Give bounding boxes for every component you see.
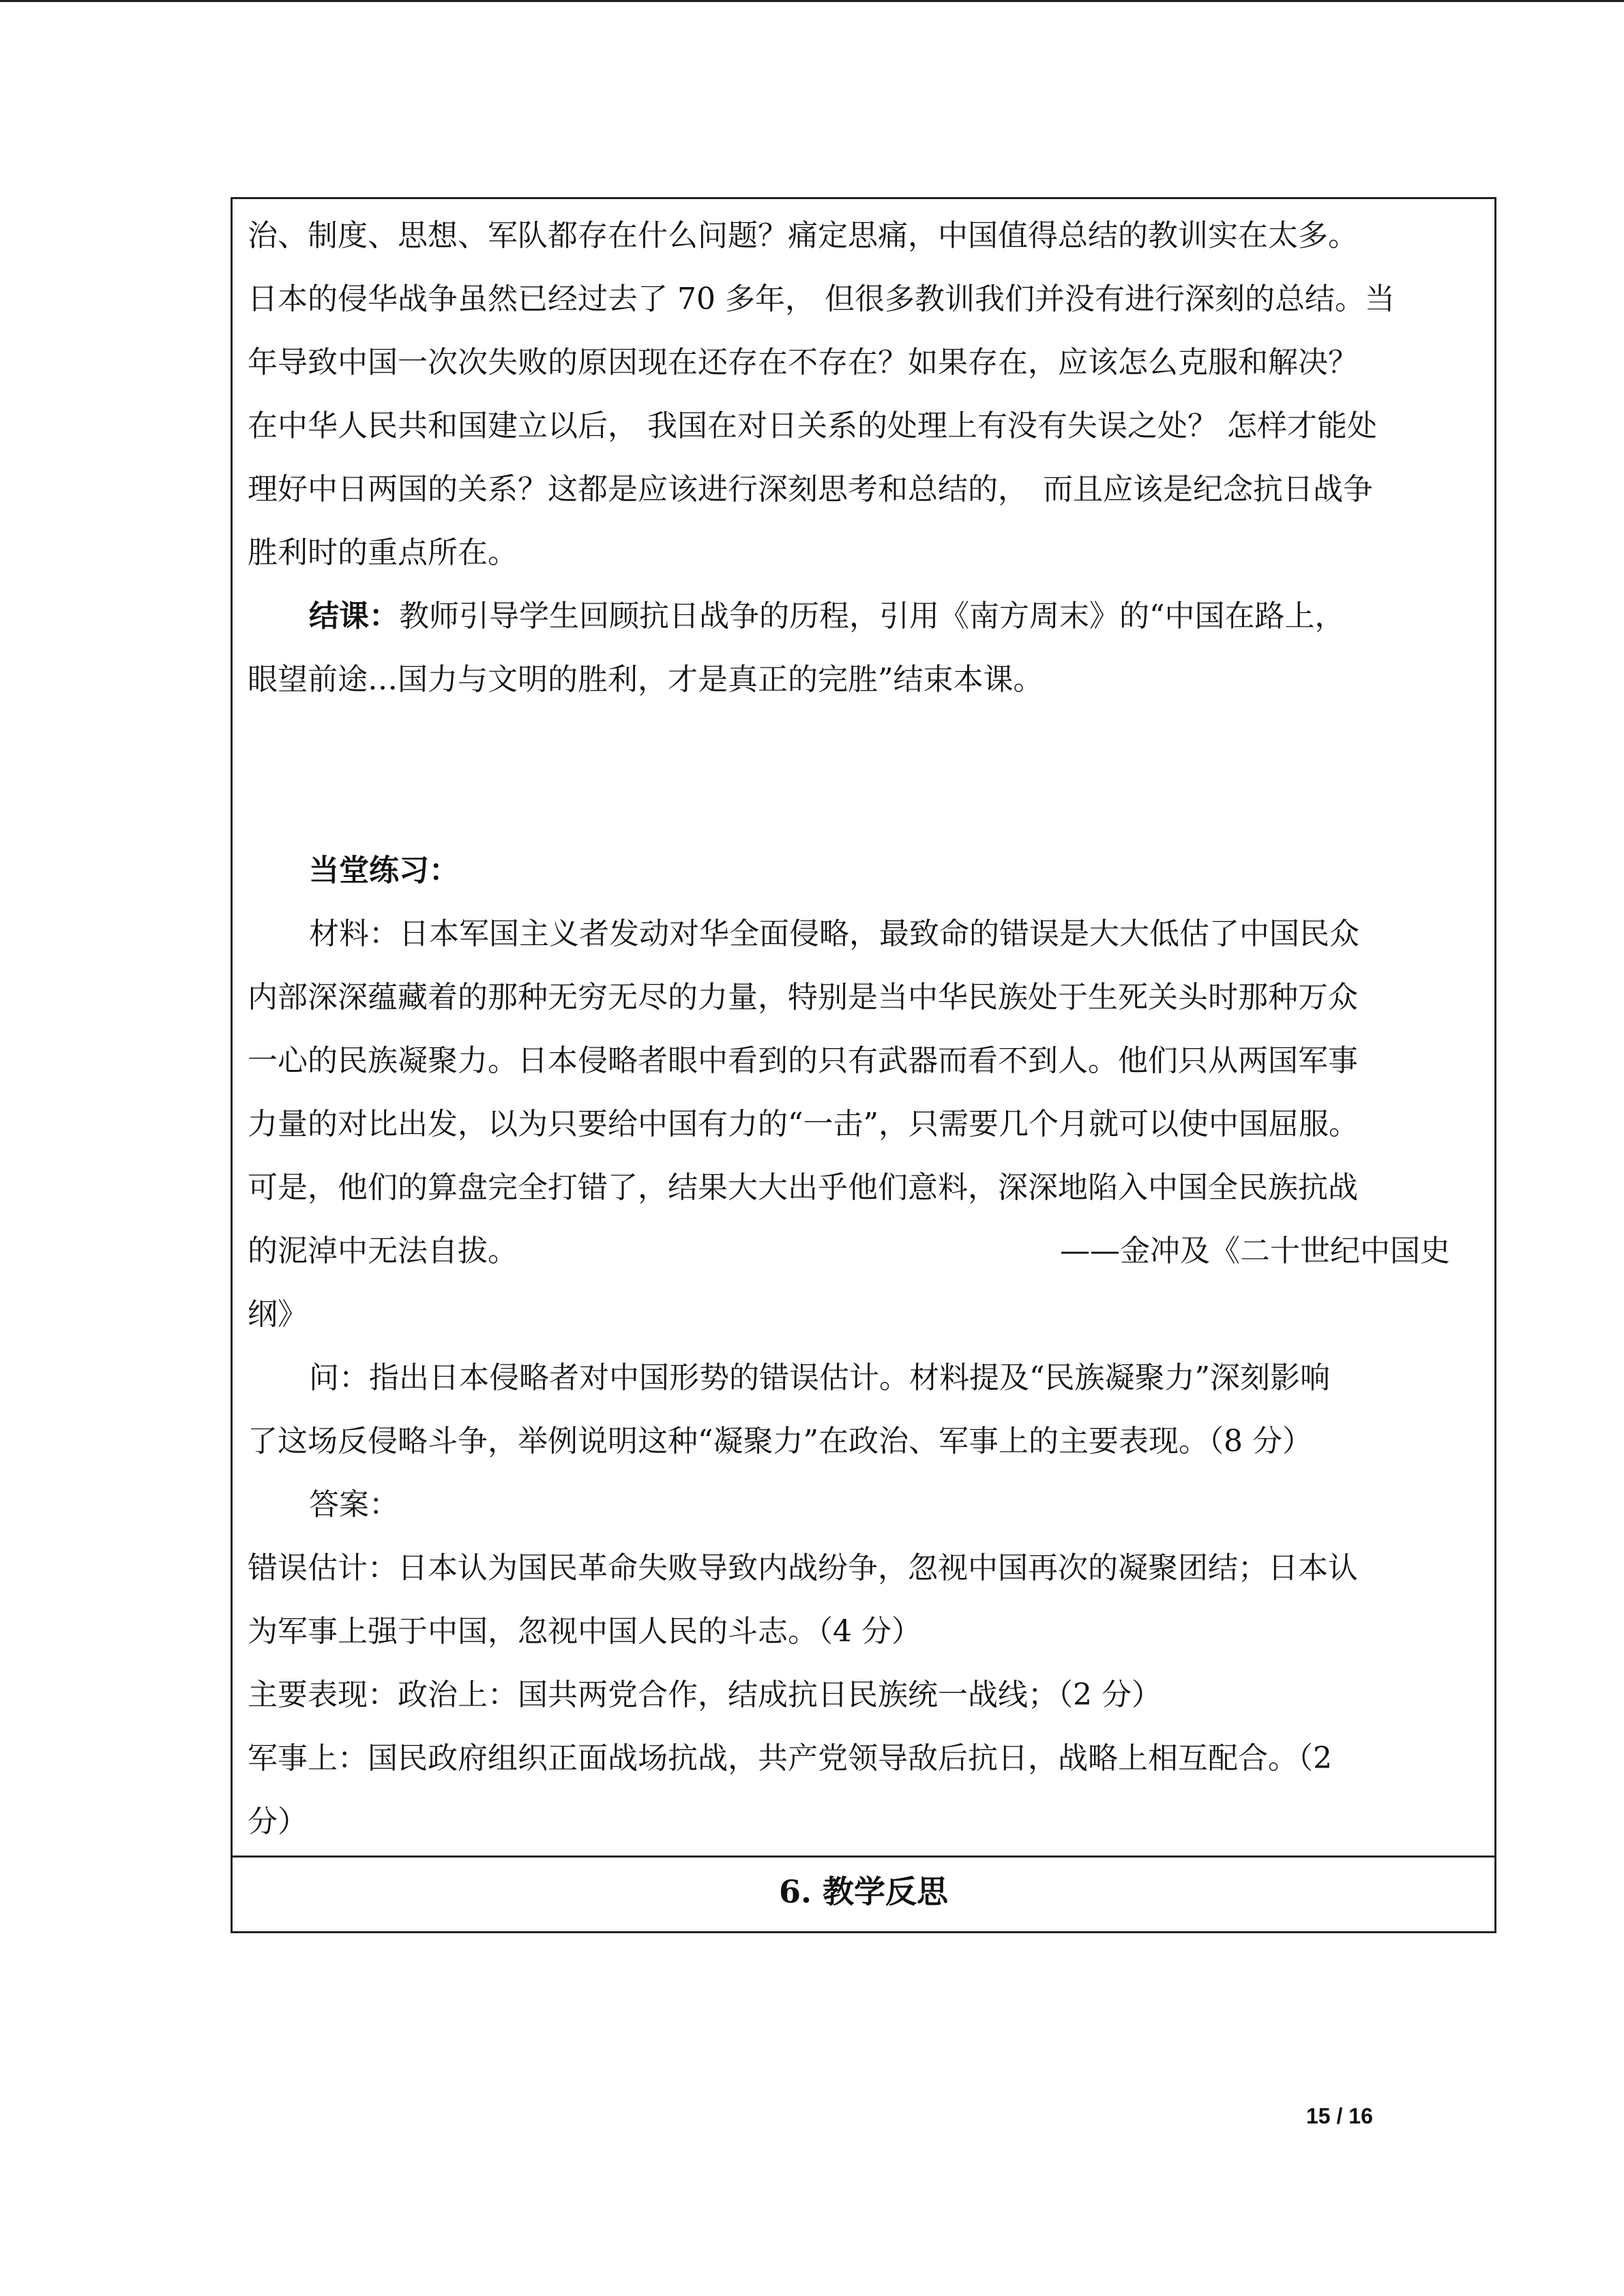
question-line: 问：指出日本侵略者对中国形势的错误估计。材料提及“民族凝聚力”深刻影响 xyxy=(309,1360,1330,1395)
paragraph-line: 在中华人民共和国建立以后， 我国在对日关系的处理上有没有失误之处？ 怎样才能处 xyxy=(248,408,1377,443)
content-cell xyxy=(233,199,1494,1858)
practice-title: 当堂练习： xyxy=(309,853,459,888)
paragraph-line: 年导致中国一次次失败的原因现在还存在不存在？如果存在，应该怎么克服和解决？ xyxy=(248,345,1358,380)
question-line: 了这场反侵略斗争，举例说明这种“凝聚力”在政治、军事上的主要表现。（8 分） xyxy=(248,1424,1312,1459)
answer-line: 分） xyxy=(248,1804,308,1839)
section-heading: 6. 教学反思 xyxy=(778,1873,949,1910)
material-line: 力量的对比出发，以为只要给中国有力的“一击”，只需要几个月就可以使中国屈服。 xyxy=(248,1107,1359,1142)
answer-line: 军事上：国民政府组织正面战场抗战，共产党领导敌后抗日，战略上相互配合。（2 xyxy=(248,1741,1332,1776)
answer-line: 错误估计：日本认为国民革命失败导致内战纷争，忽视中国再次的凝聚团结；日本认 xyxy=(248,1551,1358,1585)
paragraph-line: 理好中日两国的关系？这都是应该进行深刻思考和总结的， 而且应该是纪念抗日战争 xyxy=(248,472,1373,507)
paragraph-line: 胜利时的重点所在。 xyxy=(248,535,518,570)
material-source-cont: 纲》 xyxy=(248,1297,308,1332)
conclusion-line xyxy=(309,596,1345,637)
material-source: ——金冲及《二十世纪中国史 xyxy=(1060,1234,1450,1268)
material-line: 一心的民族凝聚力。日本侵略者眼中看到的只有武器而看不到人。他们只从两国军事 xyxy=(248,1043,1358,1078)
conclusion-label: 结课： xyxy=(309,599,399,633)
page-top-rule xyxy=(0,0,1624,2)
answer-line: 主要表现：政治上：国共两党合作，结成抗日民族统一战线；（2 分） xyxy=(248,1678,1162,1712)
answer-label: 答案： xyxy=(309,1487,399,1522)
material-line: 可是，他们的算盘完全打错了，结果大大出乎他们意料，深深地陷入中国全民族抗战 xyxy=(248,1170,1358,1205)
material-line: 材料：日本军国主义者发动对华全面侵略，最致命的错误是大大低估了中国民众 xyxy=(309,916,1359,951)
conclusion-line-2: 眼望前途…国力与文明的胜利，才是真正的完胜”结束本课。 xyxy=(248,662,1044,697)
page-number: 15 / 16 xyxy=(1306,2104,1373,2128)
lesson-plan-table xyxy=(231,197,1496,1933)
material-line: 的泥淖中无法自拔。 xyxy=(248,1234,518,1268)
material-line: 内部深深蕴藏着的那种无穷无尽的力量，特别是当中华民族处于生死关头时那种万众 xyxy=(248,980,1358,1015)
paragraph-line: 治、制度、思想、军队都存在什么问题？痛定思痛，中国值得总结的教训实在太多。 xyxy=(248,218,1358,253)
answer-line: 为军事上强于中国，忽视中国人民的斗志。（4 分） xyxy=(248,1614,921,1649)
reflection-cell xyxy=(233,1858,1494,1931)
conclusion-text: 教师引导学生回顾抗日战争的历程，引用《南方周末》的“中国在路上， xyxy=(399,599,1345,633)
paragraph-line: 日本的侵华战争虽然已经过去了 70 多年， 但很多教训我们并没有进行深刻的总结。当 xyxy=(248,282,1395,316)
